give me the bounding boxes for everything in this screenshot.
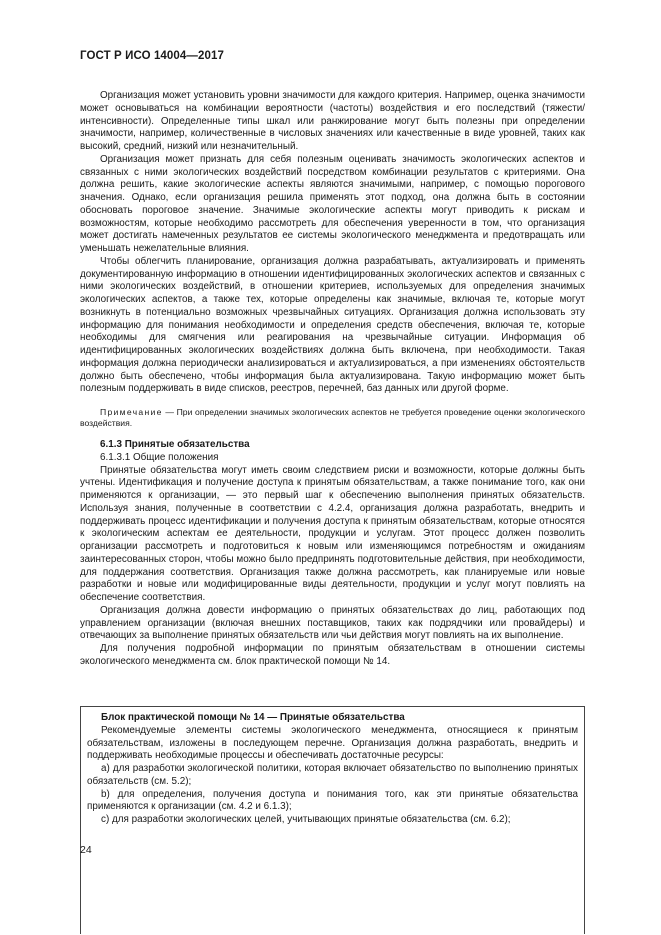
- paragraph-threshold: Организация может признать для себя полезным оценивать значимость экологических аспектов и связанных с ними экологических воздействий посредством комбинации результатов с критериями. Она должна решить, какие экологические аспекты являются значимыми, например, с помощью порогового значения. Однако, если организация решила применять этот подход, она должна быть в состоянии обосновать пороговое значение. Значимые экологические аспекты могут приводить к рискам и возможностям, которые необходимо рассмотреть для обеспечения уверенности в том, что организация может достигать намеченных результатов ее системы экологического менеджмента и предотвращать или уменьшать нежелательные влияния.: [80, 153, 585, 254]
- section-heading: 6.1.3 Принятые обязательства: [100, 439, 250, 450]
- paragraph-documented-info: Чтобы облегчить планирование, организация должна разрабатывать, актуализировать и применять документированную информацию в отношении идентифицированных экологических аспектов и связанных с ними экологических воздействий, в отношении критериев, используемых для определения значимых экологических аспектов, а также тех, которые определены как значимые, включая те, которые могут возникнуть в потенциально возможных чрезвычайных ситуациях. Организация должна использовать эту информацию для понимания необходимости и определения средств обеспечения, включая те, которые необходимы для смягчения или реагирования на чрезвычайные ситуации. Информация об идентифицированных экологических воздействиях должна быть включена, при необходимости. Такая информация должна периодически анализироваться и актуализироваться, а при изменениях обстоятельств должно быть обеспечено, чтобы информация была актуализирована. Такую информацию может быть полезным поддерживать в виде списков, реестров, перечней, баз данных или другой форме.: [80, 255, 585, 395]
- note-label: Примечание: [100, 407, 163, 417]
- main-content: [80, 90, 585, 669]
- note-text: — При определении значимых экологических аспектов не требуется проведение оценки экологического воздействия.: [80, 407, 585, 428]
- box-intro: Рекомендуемые элементы системы экологического менеджмента, относящиеся к принятым обязательствам, изложены в последующем перечне. Организация должна разработать, внедрить и поддерживать необходимые процессы и обеспечивать достаточные ресурсы:: [87, 724, 578, 762]
- box-item: b) для определения, получения доступа и понимания того, как эти принятые обязательства применяются к организации (см. 4.2 и 6.1.3);: [87, 788, 578, 813]
- section-subheading: 6.1.3.1 Общие положения: [100, 451, 219, 463]
- paragraph-significance-levels: Организация может установить уровни значимости для каждого критерия. Например, оценка значимости может основываться на комбинации вероятности (частоты) воздействия и его последствий (тяжести/интенсивности). Определенные типы шкал или ранжирование могут быть полезны при определении значимости, например, количественные в числовых значениях или качественные в виде уровней, таких как высокий, средний, низкий или незначительный.: [80, 90, 585, 152]
- paragraph-obligations: Принятые обязательства могут иметь своим следствием риски и возможности, которые должны быть учтены. Идентификация и получение доступа к принятым обязательствам, а также понимание того, как они применяются к организации, — это первый шаг к обеспечению выполнения принятых обязательств. Используя знания, полученные в соответствии с 4.2.4, организация должна разработать, внедрить и поддерживать процесс идентификации и получения доступа к принятым обязательствам, которые относятся к экологическим аспектам ее деятельности, продукции и услугам. Этот процесс должен позволить организации рассмотреть и подготовиться к новым или изменяющимся потребностям и ожиданиям заинтересованных сторон, чтобы можно было предпринять подготовительные действия, при необходимости, для поддержания соответствия. Организация также должна рассмотреть, как планируемые или новые разработки и новые или модифицированные виды деятельности, продукции и услуг могут повлиять на обеспечение соответствия.: [80, 464, 585, 603]
- note: [80, 407, 585, 429]
- paragraph-reference: Для получения подробной информации по принятым обязательствам в отношении системы экологического менеджмента см. блок практической помощи № 14.: [80, 643, 585, 667]
- box-item: с) для разработки экологических целей, учитывающих принятые обязательства (см. 6.2);: [101, 814, 511, 825]
- box-title: Блок практической помощи № 14 — Принятые обязательства: [101, 712, 405, 723]
- page-number: 24: [80, 844, 92, 856]
- document-header: ГОСТ Р ИСО 14004—2017: [80, 50, 225, 62]
- paragraph-communication: Организация должна довести информацию о принятых обязательствах до лиц, работающих под управлением организации (включая внешних поставщиков, таких как подрядчики или провайдеры) и отвечающих за выполнение принятых обязательств или чьи действия могут повлиять на их выполнение.: [80, 604, 585, 642]
- practical-help-box: [80, 706, 585, 934]
- box-item: а) для разработки экологической политики, которая включает обязательство по выполнению принятых обязательств (см. 5.2);: [87, 763, 578, 787]
